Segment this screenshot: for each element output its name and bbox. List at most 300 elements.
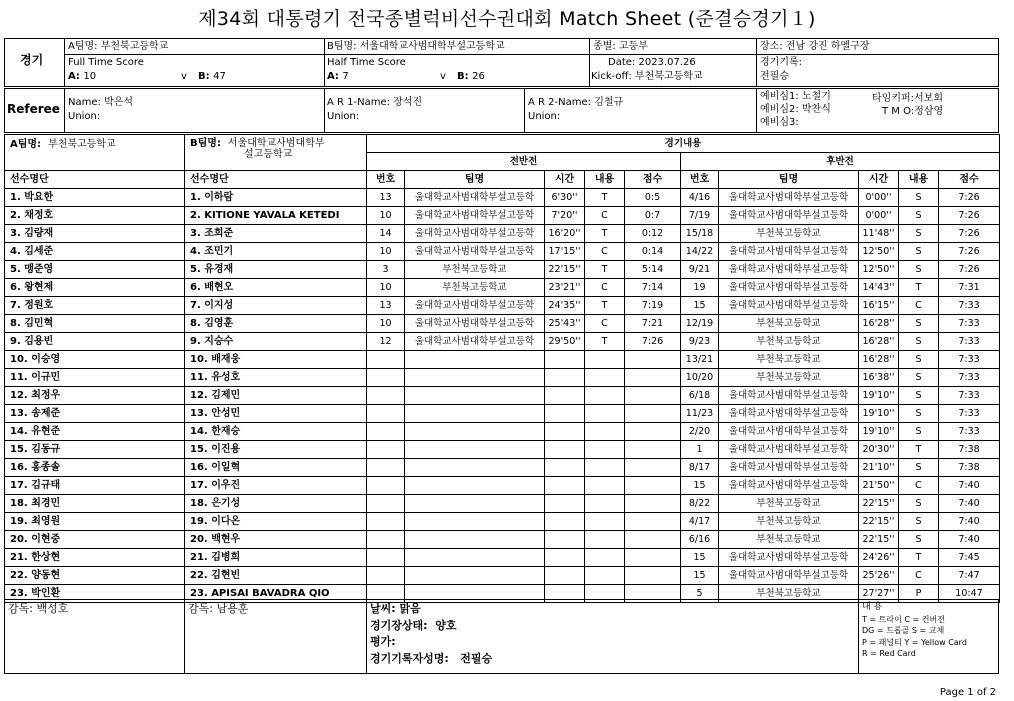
ft-b-label: B: (198, 71, 210, 82)
second-half-no: 7/19 (681, 207, 719, 225)
ht-b-label: B: (457, 71, 469, 82)
first-half-time: 25'43'' (545, 315, 585, 333)
second-half-team: 울대학교사범대학부설고등학 (719, 477, 859, 495)
table-row (5, 225, 1000, 243)
player-b: 19. 이다온 (185, 513, 367, 531)
first-half-score (625, 495, 681, 513)
second-half-team: 부천북고등학교 (719, 333, 859, 351)
second-half-type: S (899, 261, 939, 279)
player-b: 18. 은기성 (185, 495, 367, 513)
second-half-team: 부천북고등학교 (719, 585, 859, 603)
legend-title: 내 용 (862, 602, 883, 612)
reserve-referee-3: 예비심3: (760, 117, 799, 128)
table-row (5, 495, 1000, 513)
player-a: 11. 이규민 (5, 369, 185, 387)
ground-condition: 양호 (435, 619, 457, 632)
second-half-score: 7:33 (939, 333, 1000, 351)
second-half-time: 27'27'' (859, 585, 899, 603)
first-half-no (367, 423, 405, 441)
first-half-no (367, 495, 405, 513)
second-half-time: 12'50'' (859, 243, 899, 261)
evaluation-label: 평가: (370, 635, 396, 648)
first-half-team (405, 567, 545, 585)
team-a-name: 부천북고등학교 (100, 41, 169, 52)
second-half-time: 25'26'' (859, 567, 899, 585)
player-b: 14. 한재승 (185, 423, 367, 441)
first-half-score (625, 531, 681, 549)
legend-line-3: P = 패널티 Y = Yellow Card (862, 637, 967, 647)
game-label: 경기 (20, 53, 44, 67)
second-half-type: S (899, 423, 939, 441)
second-half-score: 7:33 (939, 387, 1000, 405)
first-half-team (405, 369, 545, 387)
second-half-time: 22'15'' (859, 531, 899, 549)
first-half-no: 14 (367, 225, 405, 243)
first-half-time (545, 549, 585, 567)
second-half-score: 7:26 (939, 189, 1000, 207)
kickoff-team: 부천북고등학교 (634, 71, 703, 82)
table-row (5, 333, 1000, 351)
player-a: 16. 홍종솔 (5, 459, 185, 477)
second-half-type: S (899, 513, 939, 531)
second-half-type: S (899, 405, 939, 423)
second-half-no: 4/17 (681, 513, 719, 531)
match-content-header: 경기내용 (367, 135, 1000, 153)
player-a: 13. 송제준 (5, 405, 185, 423)
team-b-name-2: 서울대학교사범대학부 (227, 138, 325, 149)
second-half-time: 11'48'' (859, 225, 899, 243)
first-half-no: 13 (367, 297, 405, 315)
second-half-time: 12'50'' (859, 261, 899, 279)
player-a: 9. 김용빈 (5, 333, 185, 351)
second-half-time: 19'10'' (859, 405, 899, 423)
first-half-no (367, 567, 405, 585)
second-half-team: 울대학교사범대학부설고등학 (719, 567, 859, 585)
first-half-time (545, 369, 585, 387)
first-half-type (585, 351, 625, 369)
ht-v: v (440, 71, 446, 82)
first-half-time (545, 351, 585, 369)
first-half-time (545, 513, 585, 531)
weather-label: 날씨: (370, 602, 396, 615)
first-half-type (585, 441, 625, 459)
referee-union: Union: (68, 111, 101, 122)
second-half-type: P (899, 585, 939, 603)
team-b-name: 서울대학교사범대학부설고등학교 (359, 41, 505, 52)
first-half-time (545, 441, 585, 459)
player-b: 22. 김현빈 (185, 567, 367, 585)
second-half-type: T (899, 549, 939, 567)
coach-b: 감독: 남용훈 (188, 602, 249, 615)
second-half-type: S (899, 495, 939, 513)
second-half-type: S (899, 531, 939, 549)
table-row (5, 531, 1000, 549)
half-time-label: Half Time Score (327, 57, 406, 68)
player-b: 5. 유경재 (185, 261, 367, 279)
first-half-type (585, 477, 625, 495)
date-label: Date: (608, 57, 636, 68)
page-number: Page 1 of 2 (939, 687, 996, 698)
second-half-team: 울대학교사범대학부설고등학 (719, 423, 859, 441)
first-half-team (405, 387, 545, 405)
table-row (5, 405, 1000, 423)
first-half-team (405, 459, 545, 477)
first-half-type (585, 513, 625, 531)
first-half-time (545, 495, 585, 513)
first-half-score (625, 369, 681, 387)
coach-a: 감독: 백성호 (8, 602, 69, 615)
referee-name-label: Name: (68, 97, 101, 108)
first-half-score (625, 459, 681, 477)
first-half-team: 울대학교사범대학부설고등학 (405, 333, 545, 351)
second-half-no: 8/22 (681, 495, 719, 513)
second-half-time: 19'10'' (859, 387, 899, 405)
first-half-type: T (585, 225, 625, 243)
first-half-type: T (585, 189, 625, 207)
recorder-label: 경기기록자성명: (370, 652, 449, 665)
second-half-team: 울대학교사범대학부설고등학 (719, 207, 859, 225)
table-row (5, 387, 1000, 405)
second-half-team: 울대학교사범대학부설고등학 (719, 279, 859, 297)
first-half-team: 울대학교사범대학부설고등학 (405, 243, 545, 261)
col-time-2: 시간 (859, 171, 899, 189)
second-half-time: 16'28'' (859, 315, 899, 333)
team-b-label-2: B팀명: (190, 138, 221, 149)
first-half-time (545, 531, 585, 549)
second-half-score: 7:31 (939, 279, 1000, 297)
first-half-time (545, 567, 585, 585)
first-half-score: 0:14 (625, 243, 681, 261)
first-half-no (367, 369, 405, 387)
first-half-no (367, 387, 405, 405)
player-b: 21. 김병희 (185, 549, 367, 567)
table-row (5, 477, 1000, 495)
kickoff-label: Kick-off: (591, 71, 632, 82)
first-half-type (585, 567, 625, 585)
ar2-name: 김철규 (594, 97, 624, 108)
second-half-score: 7:33 (939, 351, 1000, 369)
first-half-team: 울대학교사범대학부설고등학 (405, 315, 545, 333)
player-a: 3. 김량재 (5, 225, 185, 243)
second-half-score: 7:33 (939, 297, 1000, 315)
table-row (5, 441, 1000, 459)
legend-line-1: T = 트라이 C = 컨버젼 (862, 614, 945, 624)
second-half-type: C (899, 567, 939, 585)
team-a-name-2: 부천북고등학교 (48, 139, 116, 150)
second-half-type: S (899, 351, 939, 369)
table-row (5, 351, 1000, 369)
second-half-no: 15 (681, 297, 719, 315)
second-half-score: 7:33 (939, 369, 1000, 387)
second-half-score: 7:26 (939, 225, 1000, 243)
second-half-no: 1 (681, 441, 719, 459)
ar2-label: A R 2-Name: (528, 97, 591, 108)
table-row (5, 549, 1000, 567)
first-half-score (625, 549, 681, 567)
first-half-type: T (585, 297, 625, 315)
legend (862, 602, 967, 660)
second-half-type: T (899, 279, 939, 297)
first-half-team (405, 549, 545, 567)
second-half-team: 부천북고등학교 (719, 369, 859, 387)
first-half-time: 24'35'' (545, 297, 585, 315)
first-half-score: 7:21 (625, 315, 681, 333)
first-half-no (367, 405, 405, 423)
first-half-time (545, 477, 585, 495)
second-half-time: 16'28'' (859, 333, 899, 351)
second-half-type: S (899, 207, 939, 225)
first-half-time: 22'15'' (545, 261, 585, 279)
table-row (5, 297, 1000, 315)
second-half-no: 9/23 (681, 333, 719, 351)
ground-label: 경기장상태: (370, 619, 428, 632)
first-half-team: 울대학교사범대학부설고등학 (405, 297, 545, 315)
col-score-1: 점수 (625, 171, 681, 189)
ar1-name: 장석진 (393, 97, 423, 108)
second-half-time: 21'50'' (859, 477, 899, 495)
first-half-type (585, 495, 625, 513)
second-half-type: S (899, 225, 939, 243)
table-row (5, 207, 1000, 225)
col-type-2: 내용 (899, 171, 939, 189)
first-half-time: 17'15'' (545, 243, 585, 261)
second-half-team: 울대학교사범대학부설고등학 (719, 549, 859, 567)
col-time-1: 시간 (545, 171, 585, 189)
second-half-team: 부천북고등학교 (719, 315, 859, 333)
second-half-no: 15 (681, 477, 719, 495)
second-half-score: 7:33 (939, 423, 1000, 441)
ar1-label: A R 1-Name: (327, 97, 390, 108)
player-a: 10. 이승영 (5, 351, 185, 369)
first-half-team: 울대학교사범대학부설고등학 (405, 189, 545, 207)
first-half-time (545, 405, 585, 423)
reserve-referee-1: 예비심1: 노철기 (760, 91, 831, 102)
player-b: 13. 안성민 (185, 405, 367, 423)
second-half-time: 16'38'' (859, 369, 899, 387)
second-half-type: S (899, 459, 939, 477)
venue-label: 장소: (760, 41, 783, 52)
first-half-score (625, 567, 681, 585)
table-row (5, 567, 1000, 585)
first-half-score: 7:14 (625, 279, 681, 297)
first-half-score: 5:14 (625, 261, 681, 279)
second-half-time: 22'15'' (859, 495, 899, 513)
player-b: 8. 김영훈 (185, 315, 367, 333)
first-half-score (625, 477, 681, 495)
first-half-score: 7:19 (625, 297, 681, 315)
second-half-no: 11/23 (681, 405, 719, 423)
player-b: 3. 조희준 (185, 225, 367, 243)
table-row (5, 279, 1000, 297)
player-a: 21. 한상현 (5, 549, 185, 567)
col-no-2: 번호 (681, 171, 719, 189)
first-half-no: 10 (367, 207, 405, 225)
second-half-type: C (899, 297, 939, 315)
division-label: 종별: (593, 41, 616, 52)
player-a: 19. 최영원 (5, 513, 185, 531)
second-half-no: 6/16 (681, 531, 719, 549)
first-half-no: 10 (367, 279, 405, 297)
match-table (4, 134, 1000, 603)
ht-a-label: A: (327, 71, 339, 82)
first-half-score (625, 513, 681, 531)
first-half-type: C (585, 207, 625, 225)
first-half-type (585, 405, 625, 423)
first-half-no (367, 351, 405, 369)
second-half-team: 부천북고등학교 (719, 495, 859, 513)
table-row (5, 315, 1000, 333)
first-half-score (625, 405, 681, 423)
referee-label: Referee (7, 102, 60, 116)
first-half-score: 7:26 (625, 333, 681, 351)
second-half-no: 10/20 (681, 369, 719, 387)
table-row (5, 243, 1000, 261)
second-half-header: 후반전 (681, 153, 1000, 171)
player-b: 15. 이진용 (185, 441, 367, 459)
ft-v: v (181, 71, 187, 82)
player-b: 12. 김제민 (185, 387, 367, 405)
referee-name: 박은석 (104, 97, 134, 108)
second-half-time: 20'30'' (859, 441, 899, 459)
table-row (5, 189, 1000, 207)
second-half-type: S (899, 387, 939, 405)
player-b: 7. 이지성 (185, 297, 367, 315)
col-team-1: 팀명 (405, 171, 545, 189)
ar1-union: Union: (327, 111, 360, 122)
legend-line-4: R = Red Card (862, 649, 916, 658)
second-half-time: 14'43'' (859, 279, 899, 297)
record-label: 경기기록: (760, 57, 803, 68)
second-half-no: 15 (681, 567, 719, 585)
player-a: 22. 양동현 (5, 567, 185, 585)
first-half-header: 전반전 (367, 153, 681, 171)
player-b: 9. 지승수 (185, 333, 367, 351)
player-b: 16. 이일혁 (185, 459, 367, 477)
second-half-no: 9/21 (681, 261, 719, 279)
first-half-type (585, 459, 625, 477)
player-b: 17. 이우진 (185, 477, 367, 495)
first-half-no (367, 549, 405, 567)
second-half-team: 부천북고등학교 (719, 531, 859, 549)
second-half-type: T (899, 441, 939, 459)
second-half-type: S (899, 243, 939, 261)
second-half-team: 울대학교사범대학부설고등학 (719, 459, 859, 477)
col-no-1: 번호 (367, 171, 405, 189)
player-b: 4. 조민기 (185, 243, 367, 261)
second-half-time: 16'28'' (859, 351, 899, 369)
table-row (5, 261, 1000, 279)
player-a: 2. 채정호 (5, 207, 185, 225)
second-half-time: 0'00'' (859, 207, 899, 225)
weather: 맑음 (399, 602, 421, 615)
first-half-no: 12 (367, 333, 405, 351)
second-half-no: 2/20 (681, 423, 719, 441)
second-half-team: 울대학교사범대학부설고등학 (719, 189, 859, 207)
first-half-team (405, 531, 545, 549)
second-half-team: 부천북고등학교 (719, 225, 859, 243)
second-half-time: 19'10'' (859, 423, 899, 441)
player-a: 23. 박인환 (5, 585, 185, 603)
first-half-time (545, 423, 585, 441)
legend-line-2: DG = 드롭골 S = 교체 (862, 626, 945, 635)
second-half-score: 7:26 (939, 243, 1000, 261)
second-half-no: 15/18 (681, 225, 719, 243)
tmo: T M O:정삼영 (882, 106, 944, 117)
first-half-team: 부천북고등학교 (405, 279, 545, 297)
first-half-team (405, 477, 545, 495)
second-half-score: 7:40 (939, 513, 1000, 531)
first-half-time: 29'50'' (545, 333, 585, 351)
first-half-type (585, 549, 625, 567)
second-half-score: 7:45 (939, 549, 1000, 567)
second-half-score: 7:26 (939, 261, 1000, 279)
team-b-name-line2: 설고등학교 (244, 149, 293, 160)
first-half-type (585, 369, 625, 387)
referee-section (4, 88, 999, 133)
second-half-score: 7:40 (939, 477, 1000, 495)
second-half-no: 6/18 (681, 387, 719, 405)
second-half-no: 13/21 (681, 351, 719, 369)
first-half-type (585, 387, 625, 405)
first-half-no (367, 441, 405, 459)
player-b: 23. APISAI BAVADRA QIO (185, 585, 367, 603)
first-half-type (585, 531, 625, 549)
page-title: 제34회 대통령기 전국종별럭비선수권대회 Match Sheet (준결승경기１) (198, 8, 816, 30)
first-half-time (545, 459, 585, 477)
col-team-2: 팀명 (719, 171, 859, 189)
venue: 전남 강진 하멜구장 (785, 41, 870, 52)
recorder-name: 전필승 (760, 71, 789, 82)
team-b-label: B팀명: (327, 41, 357, 52)
player-b: 2. KITIONE YAVALA KETEDI (185, 207, 367, 225)
first-half-team (405, 513, 545, 531)
recorder: 전필승 (460, 652, 493, 665)
first-half-time: 16'20'' (545, 225, 585, 243)
second-half-time: 16'15'' (859, 297, 899, 315)
first-half-time: 23'21'' (545, 279, 585, 297)
ht-b-score: 26 (472, 71, 485, 82)
second-half-no: 5 (681, 585, 719, 603)
reserve-referee-2: 예비심2: 박찬식 (760, 104, 831, 115)
first-half-score: 0:5 (625, 189, 681, 207)
second-half-score: 7:33 (939, 405, 1000, 423)
second-half-no: 19 (681, 279, 719, 297)
second-half-time: 22'15'' (859, 513, 899, 531)
second-half-type: S (899, 315, 939, 333)
first-half-type: T (585, 333, 625, 351)
team-a-label-2: A팀명: (10, 139, 42, 150)
table-row (5, 423, 1000, 441)
player-a: 14. 유현준 (5, 423, 185, 441)
second-half-no: 14/22 (681, 243, 719, 261)
second-half-team: 부천북고등학교 (719, 351, 859, 369)
first-half-type: T (585, 261, 625, 279)
second-half-team: 울대학교사범대학부설고등학 (719, 297, 859, 315)
second-half-score: 7:26 (939, 207, 1000, 225)
first-half-type (585, 423, 625, 441)
player-a: 4. 김세준 (5, 243, 185, 261)
second-half-team: 울대학교사범대학부설고등학 (719, 261, 859, 279)
first-half-time: 6'30'' (545, 189, 585, 207)
player-a: 15. 김동규 (5, 441, 185, 459)
second-half-score: 7:38 (939, 441, 1000, 459)
first-half-team: 울대학교사범대학부설고등학 (405, 207, 545, 225)
ar2-union: Union: (528, 111, 561, 122)
first-half-time: 7'20'' (545, 207, 585, 225)
full-time-label: Full Time Score (68, 57, 144, 68)
second-half-type: S (899, 333, 939, 351)
second-half-score: 10:47 (939, 585, 1000, 603)
